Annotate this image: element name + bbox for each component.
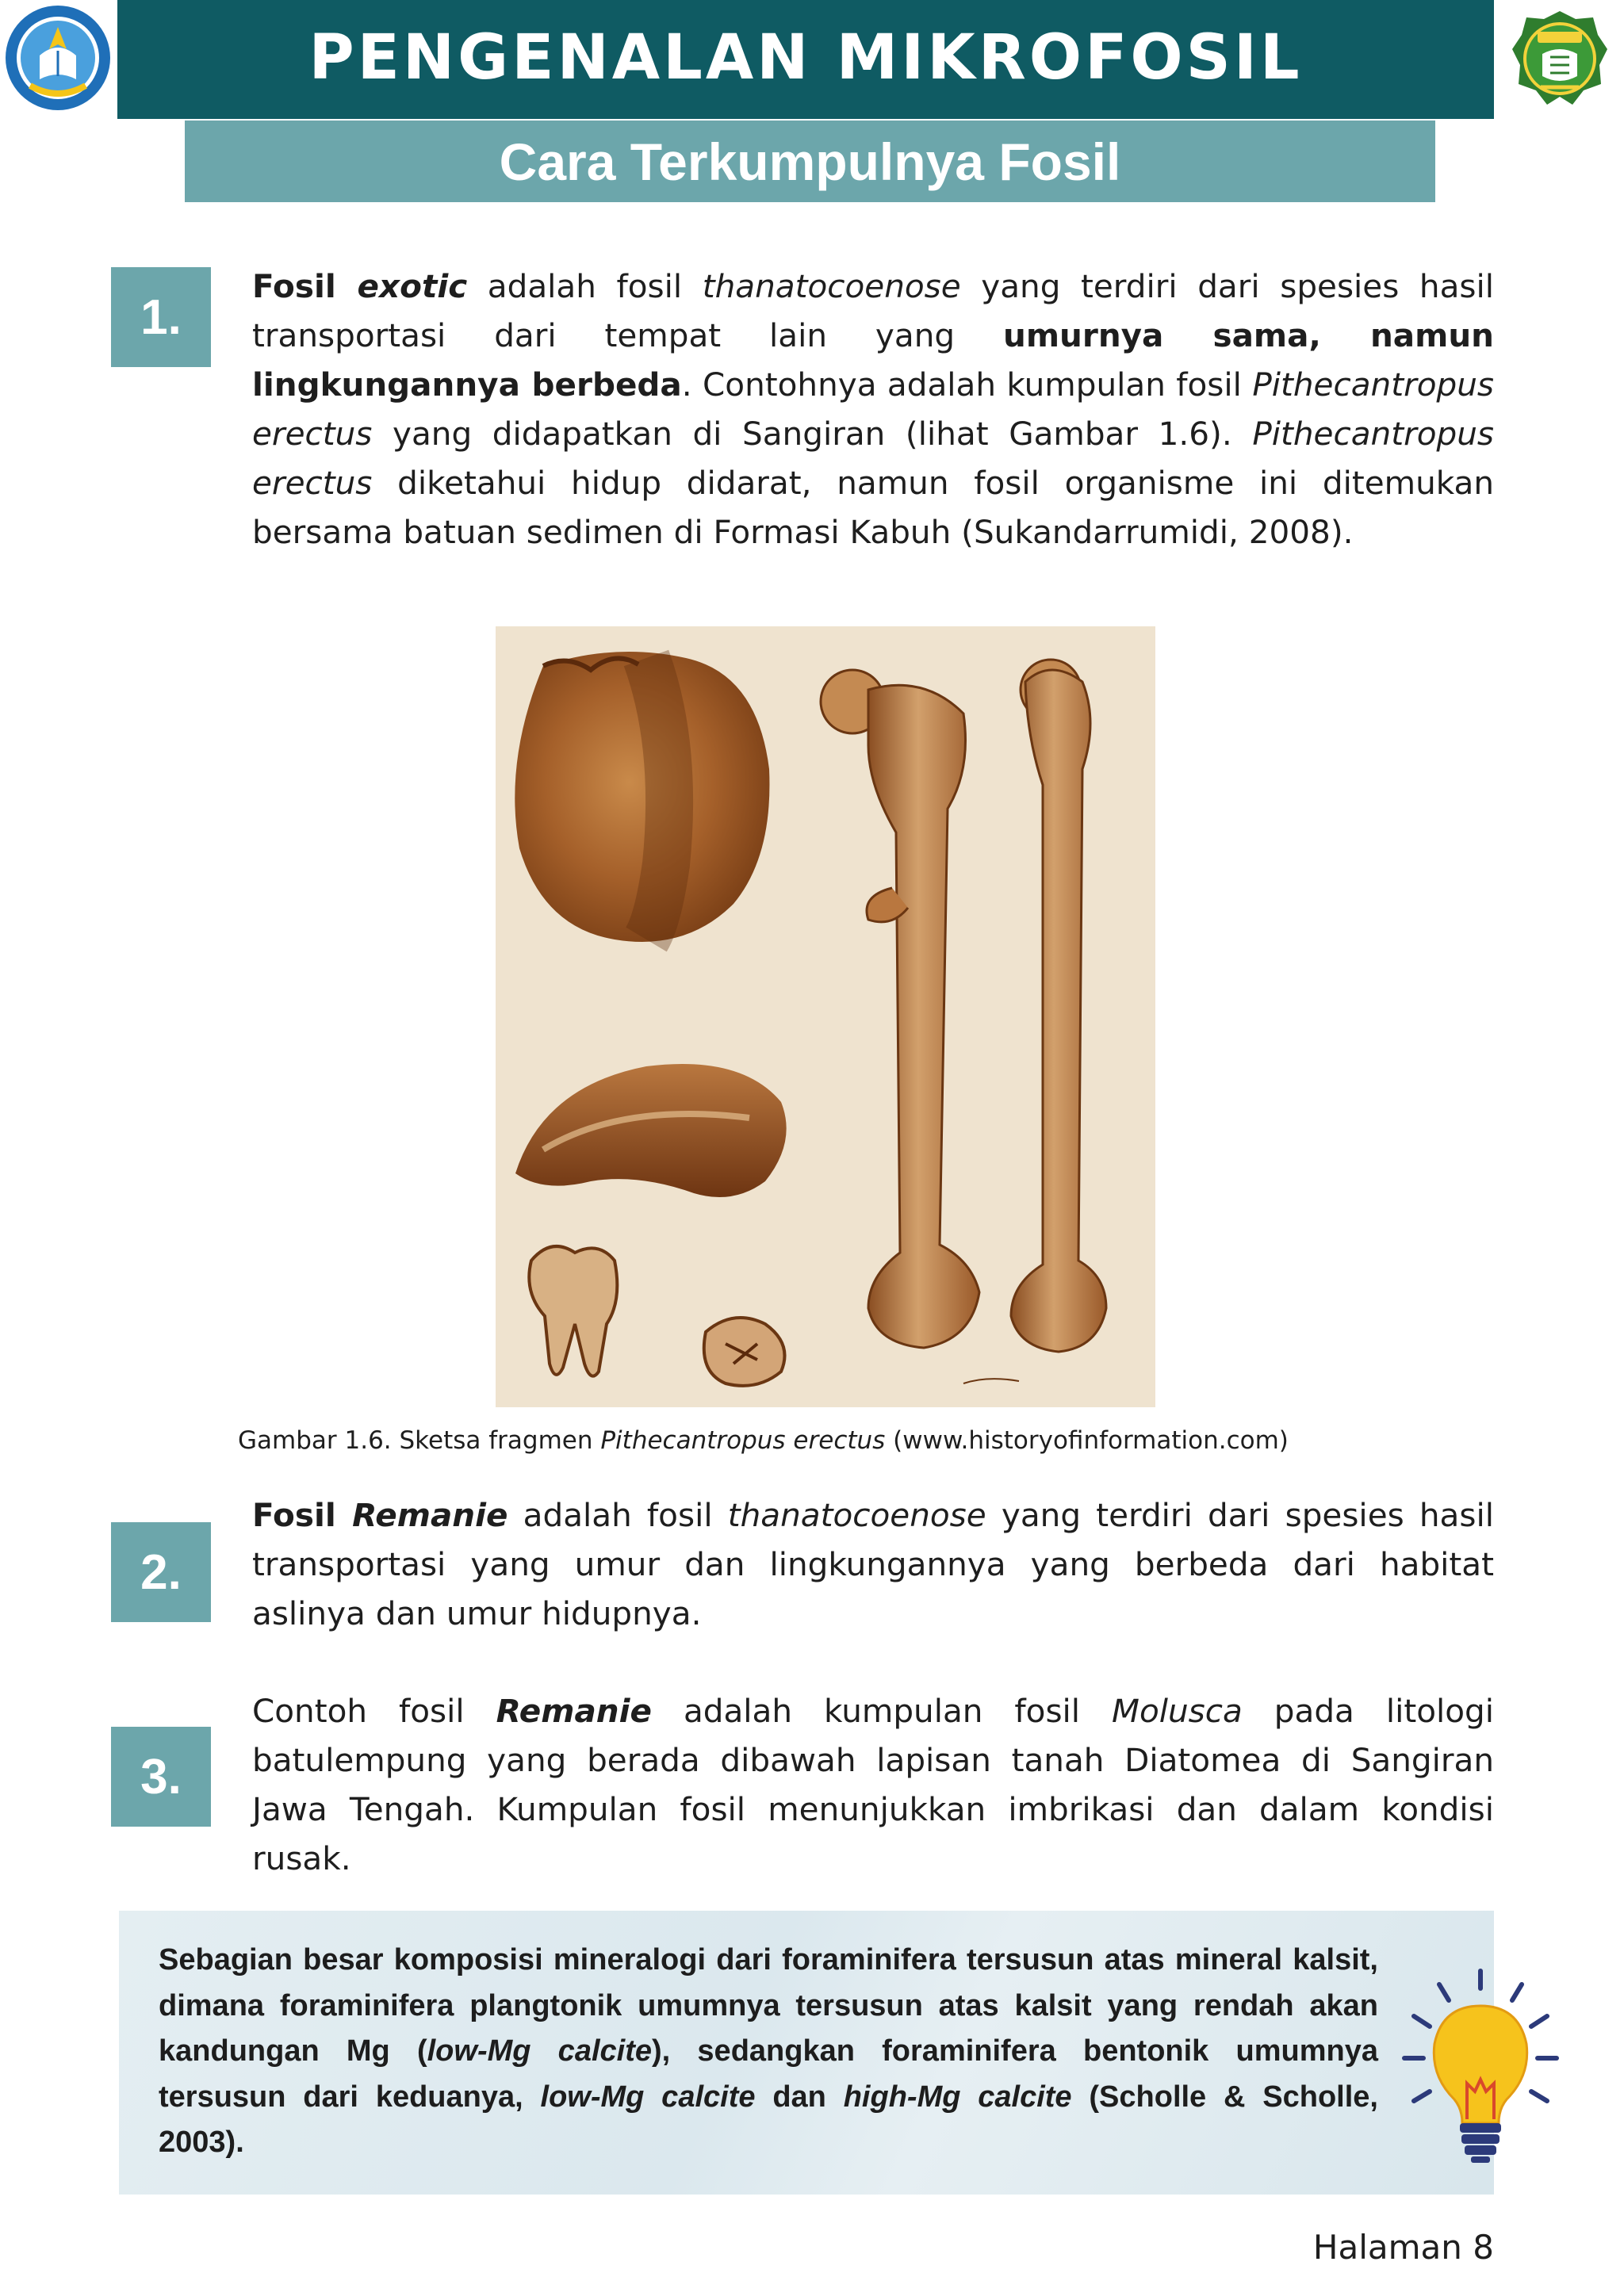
text-segment: Contoh fosil	[252, 1692, 496, 1730]
text-segment: (www.historyofinformation.com)	[885, 1426, 1289, 1455]
text-segment: exotic	[357, 267, 468, 305]
text-segment: yang terdiri dari spesies hasil transportasi dari tempat lain yang	[252, 267, 1494, 354]
number-badge-2: 2.	[111, 1522, 211, 1622]
page-title: PENGENALAN MIKROFOSIL	[308, 22, 1303, 94]
crown-tooth-fossil	[704, 1318, 785, 1386]
info-callout-box	[119, 1911, 1494, 2195]
text-segment: ), sedangkan foraminifera bentonik umumnya tersusun dari keduanya,	[159, 2034, 1378, 2114]
info-callout-text	[159, 1938, 1378, 2166]
text-segment: thanatocoenose	[727, 1496, 986, 1534]
number-badge-1: 1.	[111, 267, 211, 367]
page-number: Halaman 8	[1312, 2228, 1494, 2267]
text-segment: low-Mg calcite	[427, 2034, 652, 2068]
section-title: Cara Terkumpulnya Fosil	[499, 132, 1121, 191]
text-segment: low-Mg calcite	[540, 2080, 756, 2114]
text-segment: adalah kumpulan fosil	[651, 1692, 1113, 1730]
text-segment: Pithecantropus erectus	[600, 1426, 886, 1455]
paragraph-contoh-remanie	[252, 1686, 1494, 1883]
text-segment: thanatocoenose	[702, 267, 961, 305]
text-segment: yang didapatkan di Sangiran (lihat Gambar 1.6).	[372, 415, 1253, 453]
text-segment: . Contohnya adalah kumpulan fosil	[681, 365, 1253, 404]
text-segment: diketahui hidup didarat, namun fosil organisme ini ditemukan bersama batuan sedimen di Formasi Kabuh (Sukandarrumidi, 2008).	[252, 464, 1494, 551]
text-segment: Remanie	[496, 1692, 652, 1730]
text-segment: umurnya sama, namun lingkungannya berbeda	[252, 316, 1494, 404]
fossil-sketch-figure	[496, 626, 1155, 1407]
text-segment: Sebagian besar komposisi mineralogi dari foraminifera tersusun atas mineral kalsit, dimana foraminifera plangtonik umumnya tersusun atas kalsit yang rendah akan kandungan Mg (	[159, 1943, 1378, 2068]
paragraph-fosil-exotic	[252, 262, 1494, 557]
text-segment: dan	[755, 2080, 844, 2114]
text-segment: Gambar 1.6. Sketsa fragmen	[238, 1426, 601, 1455]
text-segment: high-Mg calcite	[843, 2080, 1072, 2114]
lightbulb-icon	[1400, 1965, 1562, 2167]
text-segment: yang terdiri dari spesies hasil transportasi yang umur dan lingkungannya yang berbeda dari habitat aslinya dan umur hidupnya.	[252, 1496, 1494, 1632]
text-segment: Pithecantropus erectus	[252, 415, 1494, 502]
text-segment: Pithecantropus erectus	[252, 365, 1494, 453]
text-segment: Remanie	[352, 1496, 508, 1534]
text-segment: Fosil	[252, 1496, 353, 1534]
text-segment: adalah fosil	[508, 1496, 728, 1534]
subheader-bar	[185, 121, 1435, 202]
university-emblem-logo	[1509, 8, 1611, 109]
text-segment: pada litologi batulempung yang berada dibawah lapisan tanah Diatomea di Sangiran Jawa Tengah. Kumpulan fosil menunjukkan imbrikasi dan dalam kondisi rusak.	[252, 1692, 1494, 1877]
number-badge-3: 3.	[111, 1727, 211, 1827]
text-segment: Molusca	[1112, 1692, 1243, 1730]
text-segment: adalah fosil	[467, 267, 703, 305]
text-segment: (Scholle & Scholle, 2003).	[159, 2080, 1378, 2159]
figure-caption	[238, 1422, 1427, 1459]
header-bar	[117, 0, 1494, 119]
paragraph-fosil-remanie	[252, 1490, 1494, 1638]
tut-wuri-handayani-logo	[3, 3, 113, 113]
text-segment: Fosil	[252, 267, 358, 305]
skull-cap-fossil	[515, 652, 769, 942]
